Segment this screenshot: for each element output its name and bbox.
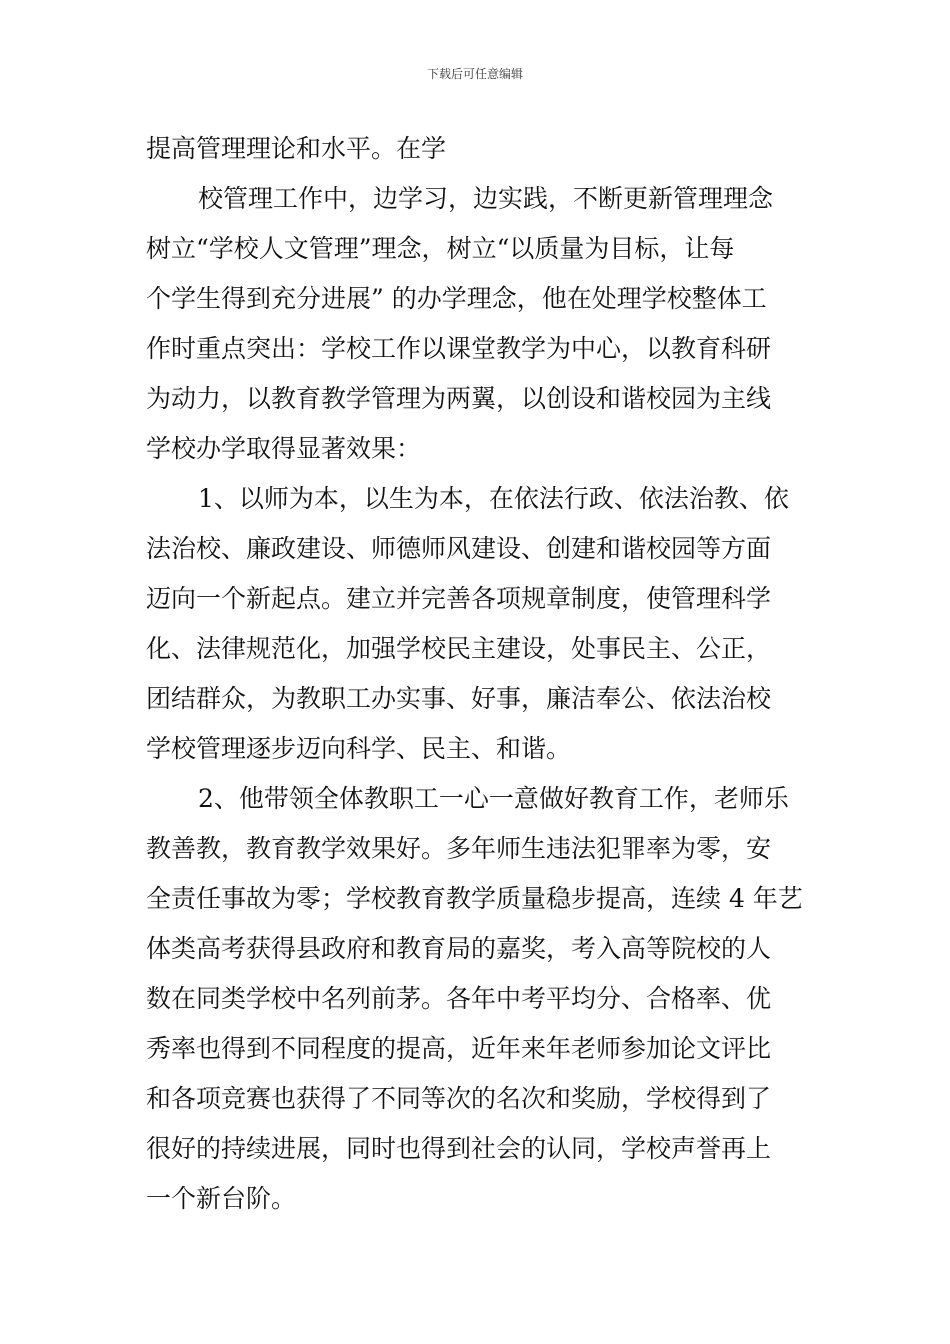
text-line: 秀率也得到不同程度的提高，近年来年老师参加论文评比 (146, 1034, 772, 1063)
text-line: 教善教，教育教学效果好。多年师生违法犯罪率为零，安 (146, 834, 772, 863)
text-line: 体类高考获得县政府和教育局的嘉奖，考入高等院校的人 (146, 934, 772, 963)
text-line: 学校管理逐步迈向科学、民主、和谐。 (146, 734, 572, 763)
text-line: 个学生得到充分进展” 的办学理念，他在处理学校整体工 (146, 284, 767, 313)
text-line: 提高管理理论和水平。在学 (146, 134, 447, 163)
text-line: 作时重点突出：学校工作以课堂教学为中心，以教育科研 (146, 334, 772, 363)
text-line: 数在同类学校中名列前茅。各年中考平均分、合格率、优 (146, 984, 772, 1013)
text-line: 迈向一个新起点。建立并完善各项规章制度，使管理科学 (146, 584, 772, 613)
text-line: 法治校、廉政建设、师德师风建设、创建和谐校园等方面 (146, 534, 772, 563)
text-line: 2、他带领全体教职工一心一意做好教育工作，老师乐 (198, 784, 789, 813)
text-line: 树立“学校人文管理”理念，树立“以质量为目标，让每 (146, 234, 735, 263)
text-line: 1、以师为本，以生为本，在依法行政、依法治教、依 (198, 484, 789, 513)
text-line: 全责任事故为零；学校教育教学质量稳步提高，连续 4 年艺 (146, 884, 803, 913)
text-line: 一个新台阶。 (146, 1184, 297, 1213)
text-line: 团结群众，为教职工办实事、好事，廉洁奉公、依法治校 (146, 684, 772, 713)
text-line: 化、法律规范化，加强学校民主建设，处事民主、公正， (146, 634, 772, 663)
text-line: 为动力，以教育教学管理为两翼，以创设和谐校园为主线 (146, 384, 772, 413)
text-line: 很好的持续进展，同时也得到社会的认同，学校声誉再上 (146, 1134, 772, 1163)
header-note: 下载后可任意编辑 (426, 67, 523, 81)
body-text (146, 124, 810, 1224)
text-line: 学校办学取得显著效果： (146, 434, 422, 463)
text-line: 和各项竞赛也获得了不同等次的名次和奖励，学校得到了 (146, 1084, 772, 1113)
text-line: 校管理工作中，边学习，边实践，不断更新管理理念 (198, 184, 774, 213)
